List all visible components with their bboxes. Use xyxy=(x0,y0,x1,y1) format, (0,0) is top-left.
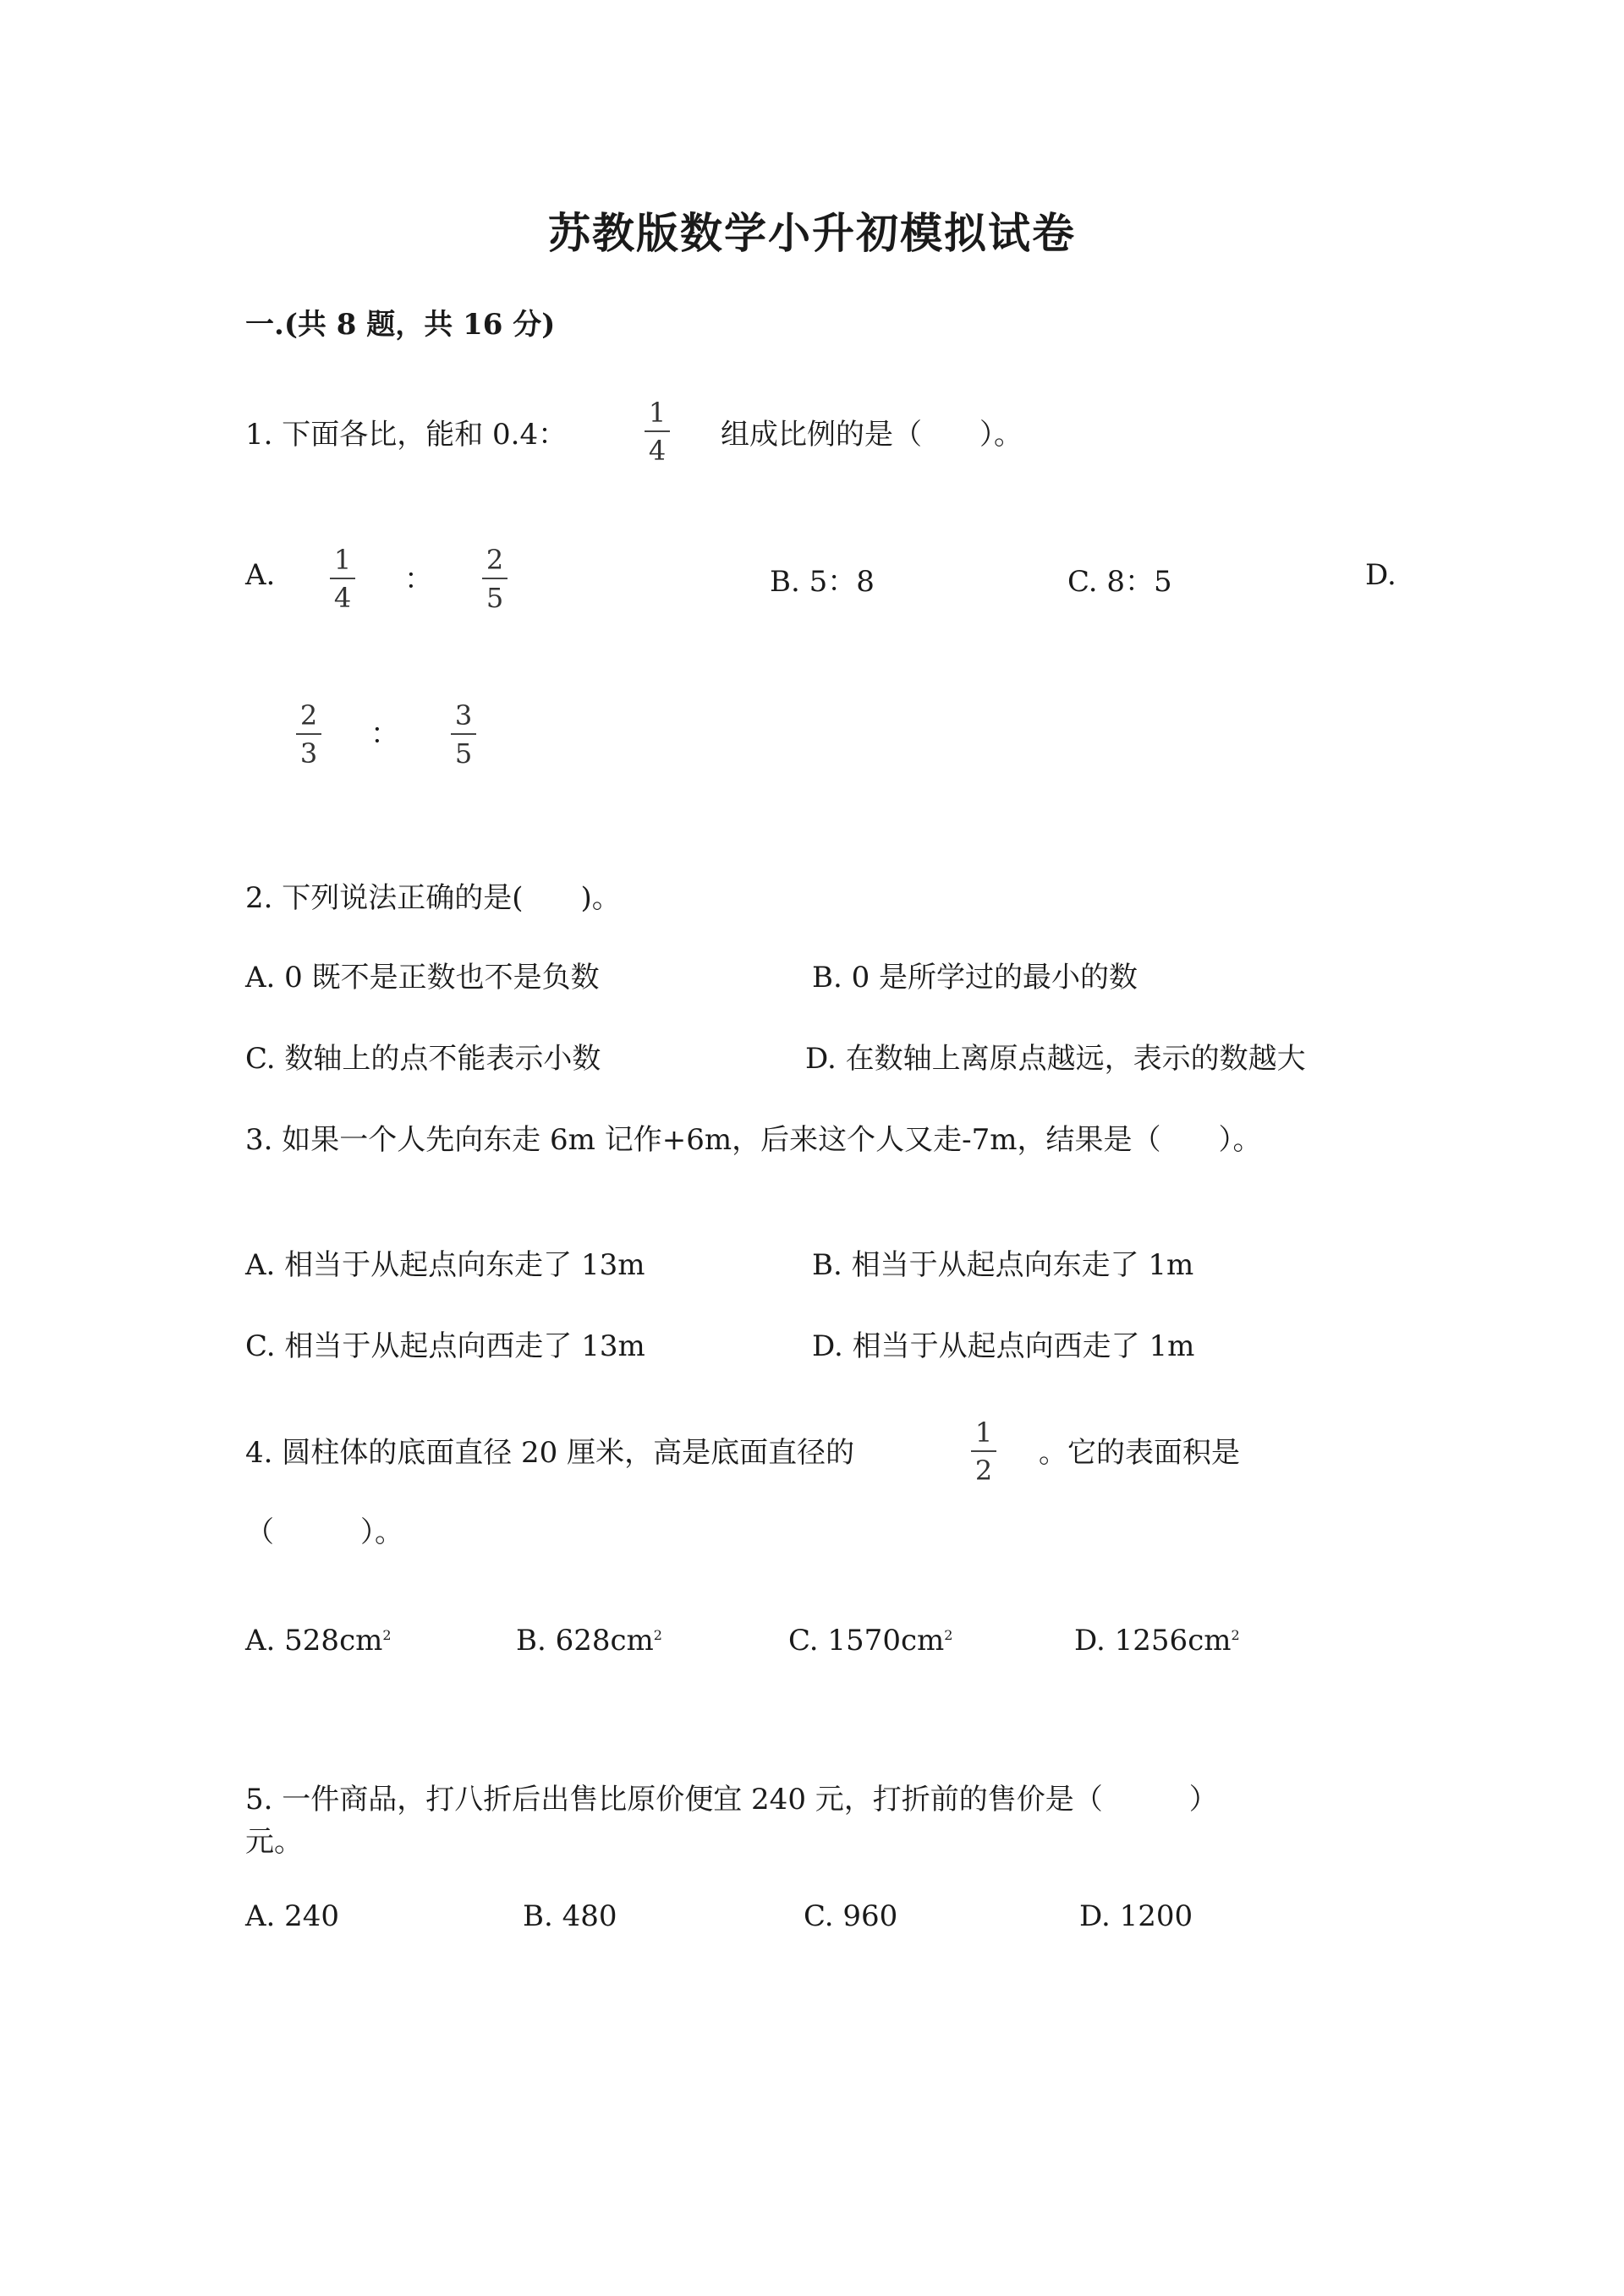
fraction-bar xyxy=(451,733,476,735)
q2-option-a: A. 0 既不是正数也不是负数 xyxy=(245,961,600,995)
q4-option-a xyxy=(245,1624,392,1658)
q3-stem: 3. 如果一个人先向东走 6m 记作+6m，后来这个人又走-7m，结果是（ ）。 xyxy=(245,1123,1262,1157)
q1-option-d-colon: ： xyxy=(370,717,399,751)
fraction-numerator: 1 xyxy=(648,397,667,429)
q4-stem-before: 4. 圆柱体的底面直径 20 厘米，高是底面直径的 xyxy=(245,1436,855,1470)
q5-option-c: C. 960 xyxy=(804,1899,898,1933)
superscript: 2 xyxy=(653,1627,662,1643)
fraction-numerator: 3 xyxy=(454,699,473,732)
q2-option-d: D. 在数轴上离原点越远，表示的数越大 xyxy=(805,1042,1306,1076)
q3-option-a: A. 相当于从起点向东走了 13m xyxy=(245,1248,645,1282)
q1-option-a-colon: ： xyxy=(404,562,433,596)
q4-option-b xyxy=(516,1624,662,1658)
fraction-bar xyxy=(645,430,670,432)
fraction-denominator: 3 xyxy=(299,737,318,770)
superscript: 2 xyxy=(1231,1627,1240,1643)
q3-option-c: C. 相当于从起点向西走了 13m xyxy=(245,1329,645,1363)
q4-stem-fraction xyxy=(971,1417,996,1487)
q3-option-d: D. 相当于从起点向西走了 1m xyxy=(812,1329,1195,1363)
q2-option-b: B. 0 是所学过的最小的数 xyxy=(812,961,1138,995)
section-heading: 一.(共 8 题，共 16 分) xyxy=(245,308,556,342)
fraction-denominator: 4 xyxy=(648,435,667,467)
q5-option-a: A. 240 xyxy=(245,1899,340,1933)
q4-option-d-text: D. 1256cm xyxy=(1074,1624,1232,1658)
q5-option-b: B. 480 xyxy=(523,1899,617,1933)
superscript: 2 xyxy=(382,1627,392,1643)
q4-option-d xyxy=(1074,1624,1240,1658)
fraction-denominator: 2 xyxy=(974,1455,993,1487)
q4-stem-after: 。它的表面积是 xyxy=(1039,1436,1240,1470)
fraction-denominator: 5 xyxy=(454,737,473,770)
q1-option-a-fraction-1 xyxy=(330,544,355,614)
fraction-numerator: 1 xyxy=(333,544,352,576)
fraction-numerator: 1 xyxy=(974,1417,993,1449)
fraction-bar xyxy=(482,578,508,579)
q1-option-a-label: A. xyxy=(245,558,276,592)
q1-option-a-fraction-2 xyxy=(482,544,508,614)
page-title: 苏教版数学小升初模拟试卷 xyxy=(548,208,1076,258)
q1-option-b: B. 5：8 xyxy=(770,565,875,599)
fraction-numerator: 2 xyxy=(299,699,318,732)
q1-stem-before: 1. 下面各比，能和 0.4： xyxy=(245,418,568,452)
q3-option-b: B. 相当于从起点向东走了 1m xyxy=(812,1248,1194,1282)
fraction-denominator: 5 xyxy=(486,582,504,614)
fraction-bar xyxy=(971,1450,996,1452)
q1-option-d-fraction-2 xyxy=(451,699,476,770)
q5-stem: 5. 一件商品，打八折后出售比原价便宜 240 元，打折前的售价是（ ） xyxy=(245,1783,1218,1817)
q5-stem-line2: 元。 xyxy=(245,1825,303,1859)
q4-option-c-text: C. 1570cm xyxy=(788,1624,945,1658)
q1-option-d-label: D. xyxy=(1365,558,1396,592)
q1-stem-fraction xyxy=(645,397,670,467)
q4-stem-line2: （ ）。 xyxy=(245,1515,403,1549)
fraction-bar xyxy=(296,733,321,735)
q1-option-c: C. 8：5 xyxy=(1067,565,1172,599)
superscript: 2 xyxy=(944,1627,953,1643)
q1-option-d-fraction-1 xyxy=(296,699,321,770)
fraction-bar xyxy=(330,578,355,579)
q4-option-a-text: A. 528cm xyxy=(245,1624,383,1658)
q4-option-b-text: B. 628cm xyxy=(516,1624,654,1658)
q2-stem: 2. 下列说法正确的是( )。 xyxy=(245,881,621,915)
fraction-numerator: 2 xyxy=(486,544,504,576)
fraction-denominator: 4 xyxy=(333,582,352,614)
q1-stem-after: 组成比例的是（ ）。 xyxy=(721,418,1023,452)
q4-option-c xyxy=(788,1624,952,1658)
q2-option-c: C. 数轴上的点不能表示小数 xyxy=(245,1042,601,1076)
q5-option-d: D. 1200 xyxy=(1079,1899,1193,1933)
